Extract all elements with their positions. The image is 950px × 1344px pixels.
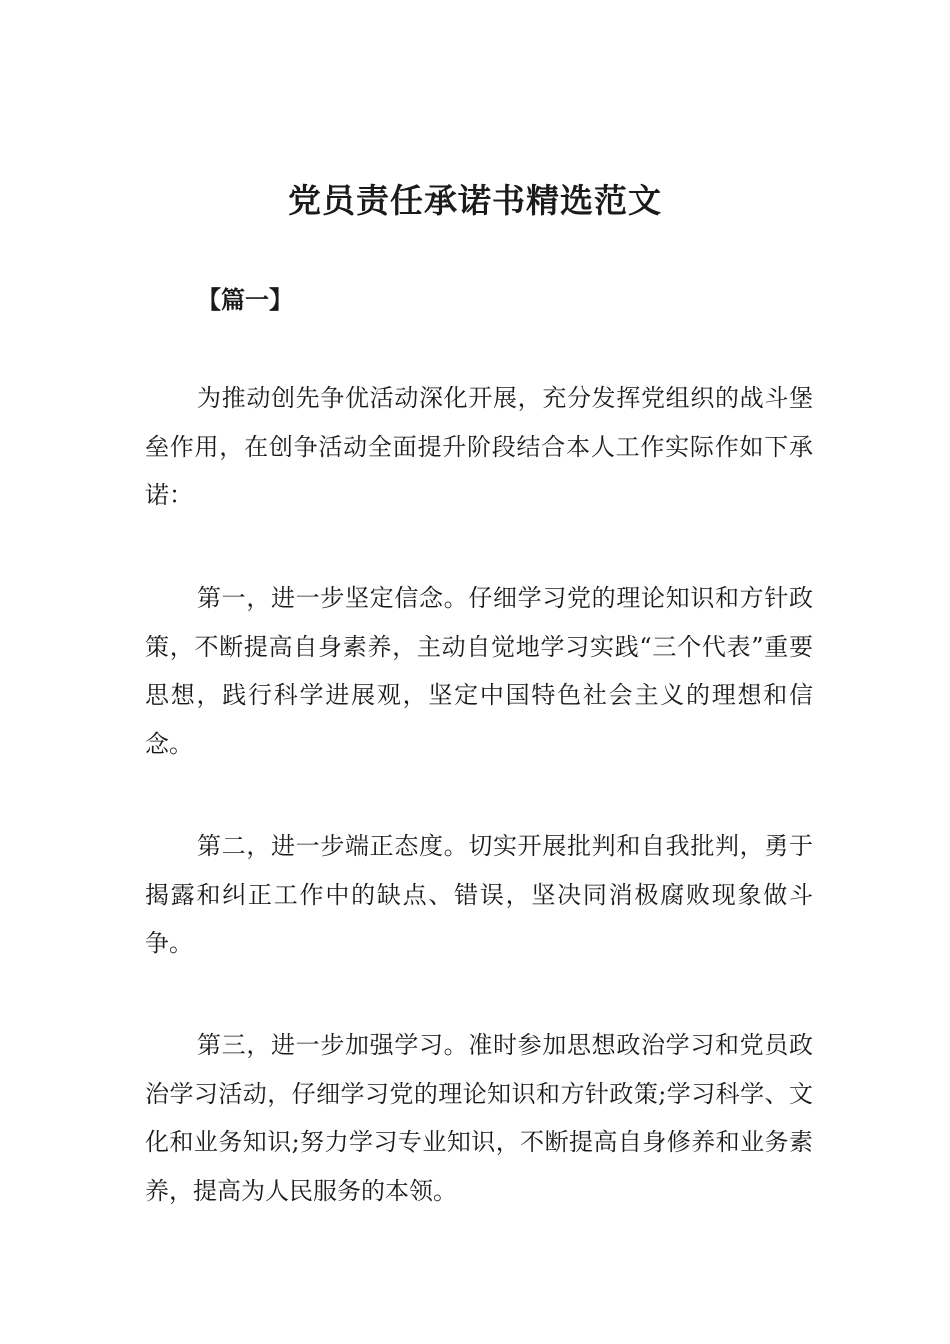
paragraph-first: 第一，进一步坚定信念。仔细学习党的理论知识和方针政策，不断提高自身素养，主动自觉地学习实践“三个代表”重要思想，践行科学进展观，坚定中国特色社会主义的理想和信念。 xyxy=(145,584,813,758)
paragraph-intro: 为推动创先争优活动深化开展，充分发挥党组织的战斗堡垒作用，在创争活动全面提升阶段结合本人工作实际作如下承诺： xyxy=(145,384,813,509)
document-title: 党员责任承诺书精选范文 xyxy=(288,181,662,220)
paragraph-second: 第二，进一步端正态度。切实开展批判和自我批判，勇于揭露和纠正工作中的缺点、错误，坚决同消极腐败现象做斗争。 xyxy=(145,832,813,957)
section-label: 【篇一】 xyxy=(197,286,293,314)
paragraph-third: 第三，进一步加强学习。准时参加思想政治学习和党员政治学习活动，仔细学习党的理论知识和方针政策;学习科学、文化和业务知识;努力学习专业知识，不断提高自身修养和业务素养，提高为人民服务的本领。 xyxy=(145,1031,813,1205)
